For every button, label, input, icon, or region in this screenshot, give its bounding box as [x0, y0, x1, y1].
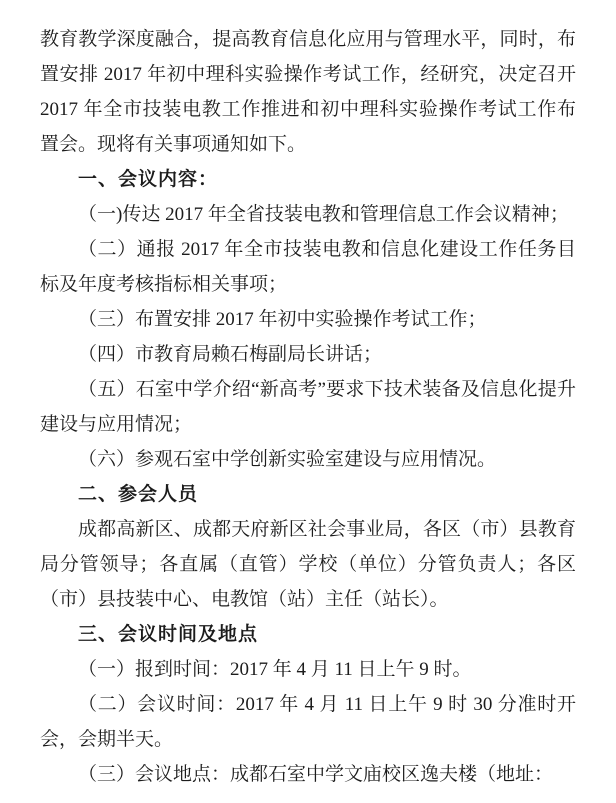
- agenda-item-4: （四）市教育局赖石梅副局长讲话；: [78, 344, 383, 365]
- intro-continuation-paragraph: 教育教学深度融合，提高教育信息化应用与管理水平，同时，布置安排 2017 年初中理科实验操作考试工作，经研究，决定召开 2017 年全市技装电教工作推进和初中理科实验操作考试工作布置会。现将有关事项通知如下。: [40, 29, 576, 155]
- agenda-item-1: （一)传达 2017 年全省技装电教和管理信息工作会议精神；: [78, 204, 569, 225]
- agenda-item-5: （五）石室中学介绍“新高考”要求下技术装备及信息化提升建设与应用情况；: [40, 379, 576, 435]
- agenda-item-6: （六）参观石室中学创新实验室建设与应用情况。: [78, 449, 497, 470]
- notice-body: [40, 22, 576, 792]
- meeting-time-item: （二）会议时间：2017 年 4 月 11 日上午 9 时 30 分准时开会，会期半天。: [40, 694, 576, 750]
- section-heading-time-location: 三、会议时间及地点: [78, 624, 259, 645]
- registration-time-item: （一）报到时间：2017 年 4 月 11 日上午 9 时。: [78, 659, 472, 680]
- section-heading-participants: 二、参会人员: [78, 484, 199, 505]
- participants-paragraph: 成都高新区、成都天府新区社会事业局，各区（市）县教育局分管领导；各直属（直管）学校（单位）分管负责人；各区（市）县技装中心、电教馆（站）主任（站长）。: [40, 519, 576, 610]
- section-heading-meeting-content: 一、会议内容：: [78, 169, 219, 190]
- meeting-location-item: （三）会议地点：成都石室中学文庙校区逸夫楼（地址：: [78, 764, 554, 785]
- agenda-item-2: （二）通报 2017 年全市技装电教和信息化建设工作任务目标及年度考核指标相关事项；: [40, 239, 576, 295]
- agenda-item-3: （三）布置安排 2017 年初中实验操作考试工作；: [78, 309, 487, 330]
